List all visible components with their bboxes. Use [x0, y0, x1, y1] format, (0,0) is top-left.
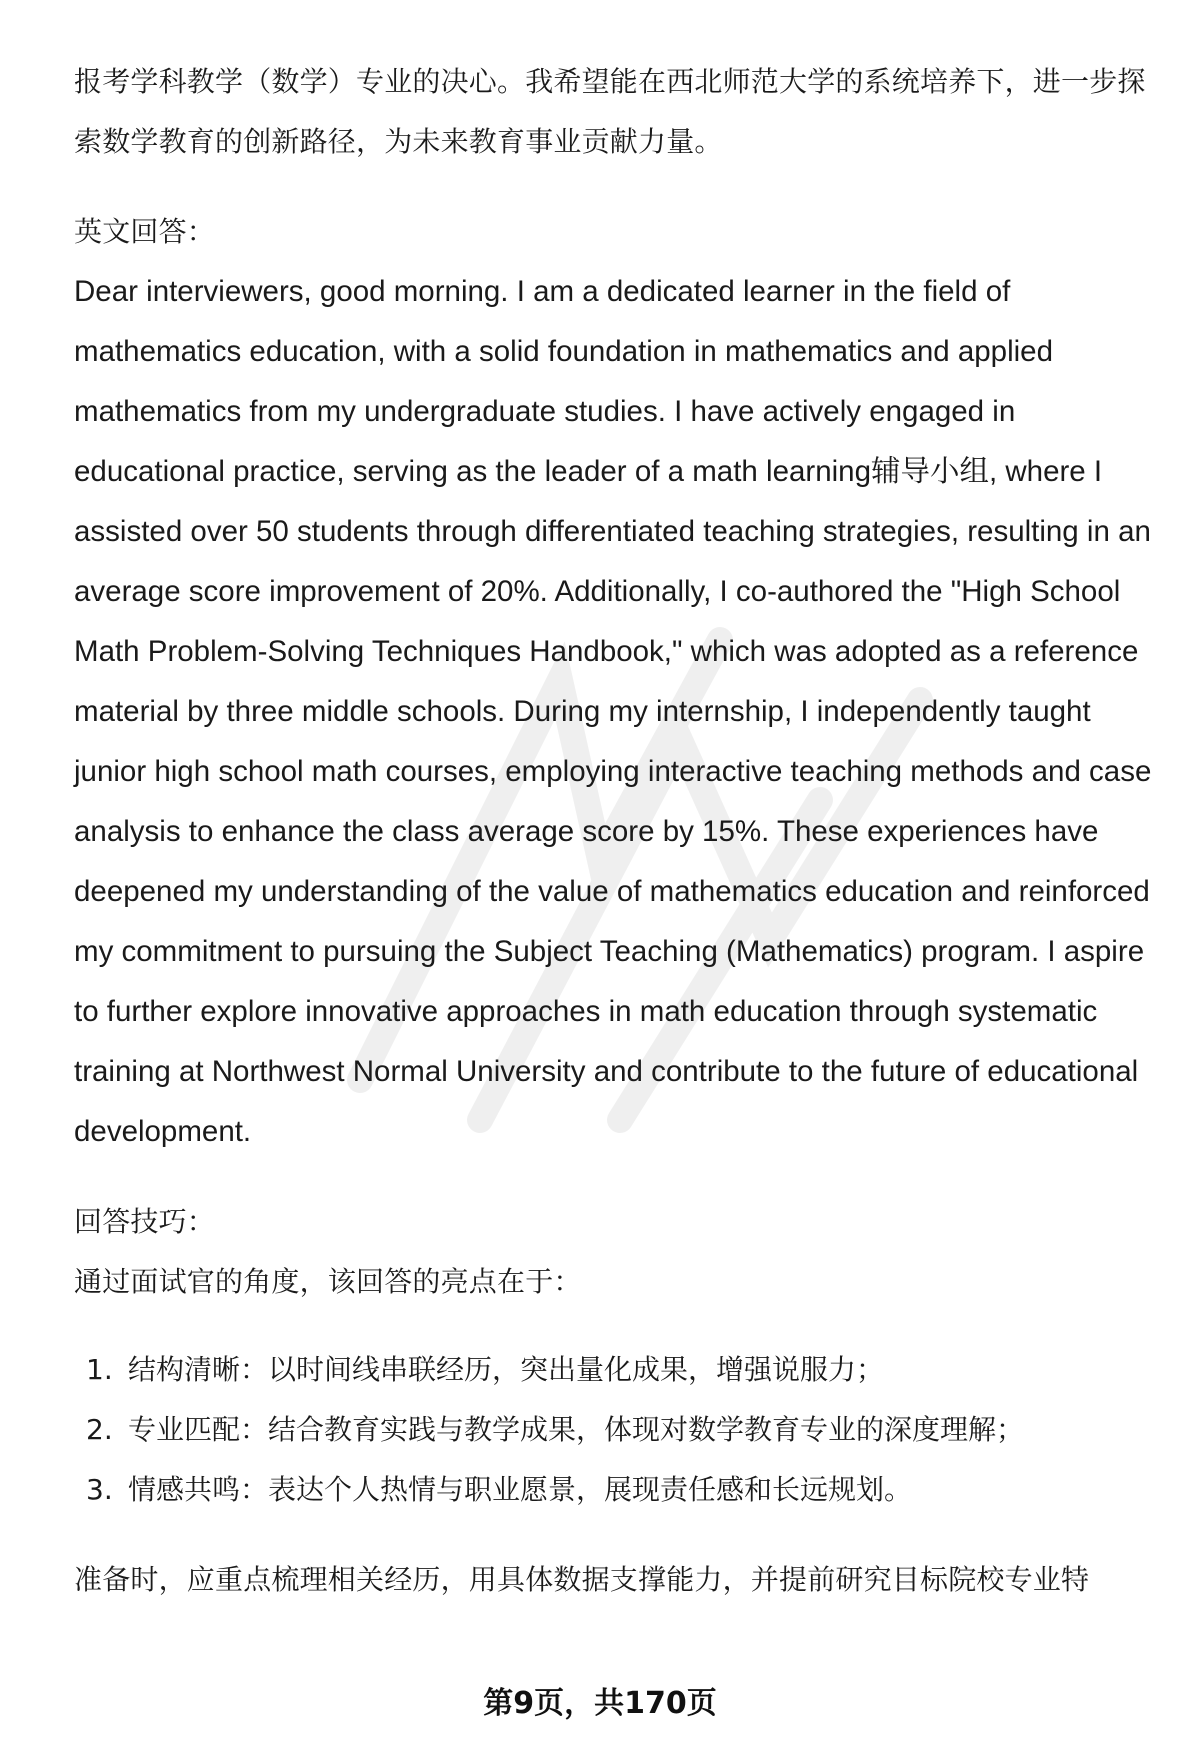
tips-item-text: 专业匹配：结合教育实践与教学成果，体现对数学教育专业的深度理解；: [128, 1413, 1025, 1446]
intro-paragraph: 报考学科教学（数学）专业的决心。我希望能在西北师范大学的系统培养下，进一步探索数学教育的创新路径，为未来教育事业贡献力量。: [74, 65, 1146, 158]
tips-item-number: 3.: [86, 1473, 113, 1506]
tips-list-item: [74, 1340, 1164, 1400]
tips-item-text: 情感共鸣：表达个人热情与职业愿景，展现责任感和长远规划。: [128, 1473, 913, 1506]
tips-list: [74, 1340, 1164, 1520]
tips-item-number: 2.: [86, 1413, 113, 1446]
tips-intro: 通过面试官的角度，该回答的亮点在于：: [74, 1265, 582, 1298]
tips-heading: 回答技巧：: [74, 1205, 216, 1238]
english-answer-heading: 英文回答：: [74, 215, 216, 248]
page-number-footer: 第9页，共170页: [483, 1686, 717, 1721]
tips-list-item: [74, 1460, 1164, 1520]
english-answer-paragraph: Dear interviewers, good morning. I am a dedicated learner in the field of mathematics education, with a solid foundation in mathematics and applied mathematics from my undergraduate studies. I have actively engaged in educational practice, serving as the leader of a math learning辅导小组, where I assisted over 50 students through differentiated teaching strategies, resulting in an average score improvement of 20%. Additionally, I co-authored the "High School Math Problem-Solving Techniques Handbook," which was adopted as a reference material by three middle schools. During my internship, I independently taught junior high school math courses, employing interactive teaching methods and case analysis to enhance the class average score by 15%. These experiences have deepened my understanding of the value of mathematics education and reinforced my commitment to pursuing the Subject Teaching (Mathematics) program. I aspire to further explore innovative approaches in math education through systematic training at Northwest Normal University and contribute to the future of educational development.: [74, 275, 1152, 1148]
tips-list-item: [74, 1400, 1164, 1460]
tips-item-text: 结构清晰：以时间线串联经历，突出量化成果，增强说服力；: [128, 1353, 885, 1386]
tips-item-number: 1.: [86, 1353, 113, 1386]
closing-paragraph: 准备时，应重点梳理相关经历，用具体数据支撑能力，并提前研究目标院校专业特: [74, 1563, 1090, 1596]
document-body: [74, 52, 1164, 1610]
